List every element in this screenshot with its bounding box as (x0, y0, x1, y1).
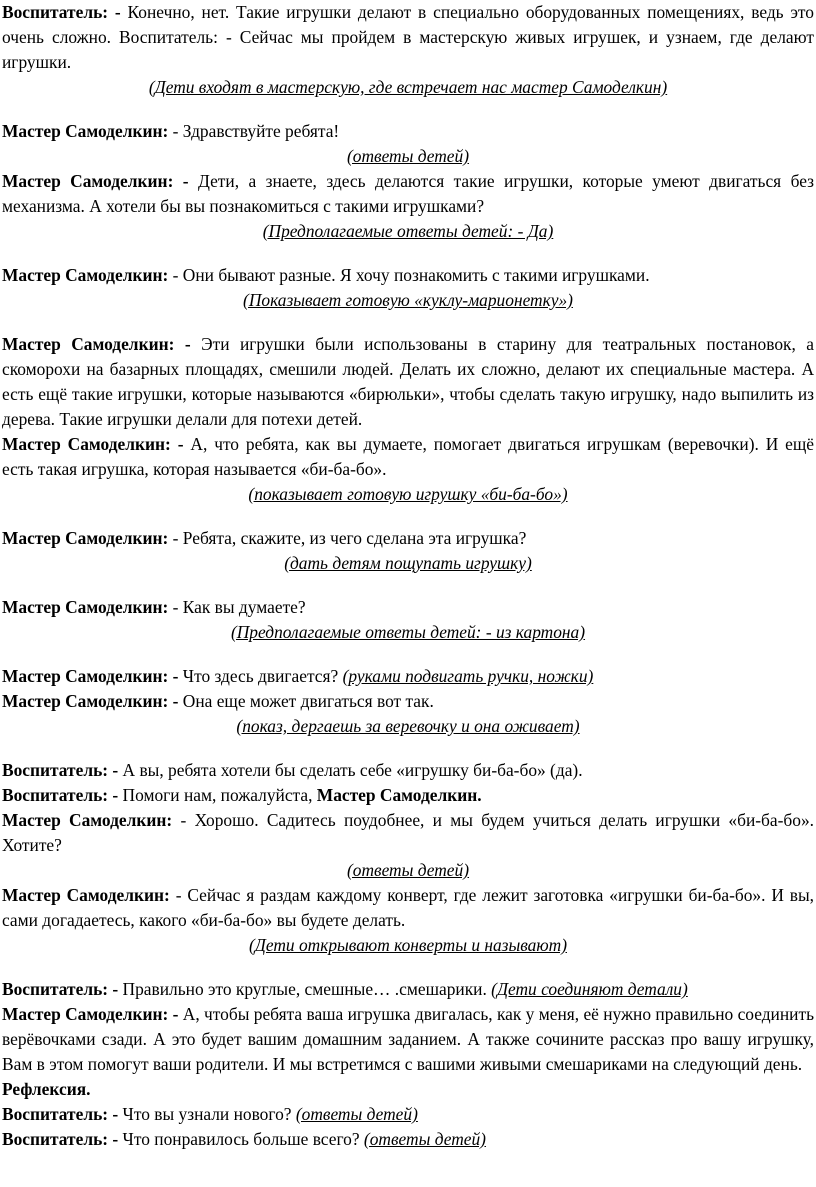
speaker-name: Мастер Самоделкин: - (2, 1004, 179, 1024)
speaker-name: Воспитатель: - (2, 760, 119, 780)
dialogue-line (2, 808, 814, 858)
inline-stage-direction: (ответы детей) (363, 1129, 486, 1149)
dialogue-text: А, чтобы ребята ваша игрушка двигалась, как у меня, её нужно правильно соединить верёвочками сзади. А это будет вашим домашним заданием. А также сочините рассказ про вашу игрушку, Вам в этом помогут ваши родители. И мы встретимся с вашими живыми смешариками на следующий день. (2, 1004, 815, 1074)
inline-stage-direction: (Дети соединяют детали) (491, 979, 688, 999)
stage-direction (2, 75, 814, 100)
dialogue-text: Что здесь двигается? (178, 666, 343, 686)
stage-direction-text: (показывает готовую игрушку «би-ба-бо») (248, 484, 568, 504)
speaker-name: Мастер Самоделкин: - (2, 434, 184, 454)
stage-direction (2, 482, 814, 507)
dialogue-text: Помоги нам, пожалуйста, (118, 785, 317, 805)
stage-direction-text: (ответы детей) (346, 146, 470, 166)
stage-direction (2, 858, 814, 883)
dialogue-line (2, 783, 814, 808)
speaker-name: Мастер Самоделкин: (2, 810, 173, 830)
stage-direction-text: (Дети входят в мастерскую, где встречает нас мастер Самоделкин) (148, 77, 668, 97)
speaker-name: Мастер Самоделкин: (2, 528, 169, 548)
dialogue-line (2, 664, 814, 689)
dialogue-line (2, 1077, 814, 1102)
dialogue-line (2, 758, 814, 783)
dialogue-text: Что понравилось больше всего? (118, 1129, 364, 1149)
paragraph-gap (2, 507, 814, 526)
dialogue-line (2, 595, 814, 620)
stage-direction-text: (Показывает готовую «куклу-марионетку») (243, 290, 573, 310)
dialogue-line (2, 332, 814, 432)
speaker-name: Мастер Самоделкин. (316, 785, 482, 805)
dialogue-text: Что вы узнали нового? (118, 1104, 296, 1124)
dialogue-text: - Ребята, скажите, из чего сделана эта игрушка? (168, 528, 527, 548)
dialogue-text: - Хорошо. Садитесь поудобнее, и мы будем учиться делать игрушки «би-ба-бо». Хотите? (2, 810, 814, 855)
speaker-name: Мастер Самоделкин: - (2, 666, 179, 686)
dialogue-text: Правильно это круглые, смешные… .смешарики. (118, 979, 492, 999)
dialogue-line (2, 432, 814, 482)
paragraph-gap (2, 313, 814, 332)
dialogue-line (2, 689, 814, 714)
speaker-name: Мастер Самоделкин: - (2, 171, 189, 191)
stage-direction (2, 551, 814, 576)
speaker-name: Воспитатель: - (2, 2, 121, 22)
stage-direction (2, 144, 814, 169)
dialogue-text: Дети, а знаете, здесь делаются такие игрушки, которые умеют двигаться без механизма. А хотели бы вы познакомиться с такими игрушками? (2, 171, 815, 216)
paragraph-gap (2, 739, 814, 758)
paragraph-gap (2, 576, 814, 595)
dialogue-line (2, 119, 814, 144)
paragraph-gap (2, 100, 814, 119)
paragraph-gap (2, 958, 814, 977)
speaker-name: Воспитатель: - (2, 1129, 119, 1149)
paragraph-gap (2, 244, 814, 263)
speaker-name: Мастер Самоделкин: (2, 597, 169, 617)
paragraph-gap (2, 645, 814, 664)
dialogue-text: Эти игрушки были использованы в старину для театральных постановок, а скоморохи на базарных площадях, смешили людей. Делать их сложно, делают их специальные мастера. А есть ещё такие игрушки, которые называются «бирюльки», чтобы сделать такую игрушку, надо выпилить из дерева. Такие игрушки делали для потехи детей. (2, 334, 814, 429)
inline-stage-direction: (ответы детей) (295, 1104, 418, 1124)
dialogue-text: - Они бывают разные. Я хочу познакомить с такими игрушками. (168, 265, 650, 285)
speaker-name: Мастер Самоделкин: (2, 885, 170, 905)
stage-direction-text: (ответы детей) (346, 860, 470, 880)
stage-direction (2, 288, 814, 313)
dialogue-line (2, 0, 814, 75)
dialogue-line (2, 263, 814, 288)
speaker-name: Мастер Самоделкин: - (2, 691, 179, 711)
speaker-name: Мастер Самоделкин: - (2, 334, 191, 354)
stage-direction-text: (Дети открывают конверты и называют) (249, 935, 567, 955)
speaker-name: Воспитатель: - (2, 1104, 119, 1124)
stage-direction-text: (показ, дергаешь за веревочку и она оживает) (236, 716, 580, 736)
stage-direction (2, 933, 814, 958)
dialogue-text: А вы, ребята хотели бы сделать себе «игрушку би-ба-бо» (да). (118, 760, 583, 780)
inline-stage-direction: (руками подвигать ручки, ножки) (342, 666, 594, 686)
stage-direction (2, 714, 814, 739)
dialogue-line (2, 526, 814, 551)
speaker-name: Мастер Самоделкин: (2, 121, 169, 141)
dialogue-text: А, что ребята, как вы думаете, помогает двигаться игрушкам (веревочки). И ещё есть такая игрушка, которая называется «би-ба-бо». (2, 434, 814, 479)
speaker-name: Рефлексия. (2, 1079, 91, 1099)
dialogue-line (2, 1127, 814, 1152)
stage-direction-text: (дать детям пощупать игрушку) (284, 553, 532, 573)
speaker-name: Воспитатель: - (2, 785, 119, 805)
dialogue-text: - Как вы думаете? (168, 597, 306, 617)
speaker-name: Воспитатель: - (2, 979, 119, 999)
dialogue-text: Она еще может двигаться вот так. (178, 691, 434, 711)
stage-direction (2, 620, 814, 645)
dialogue-line (2, 169, 814, 219)
dialogue-line (2, 977, 814, 1002)
dialogue-line (2, 1002, 814, 1077)
dialogue-line (2, 1102, 814, 1127)
dialogue-text: - Здравствуйте ребята! (168, 121, 340, 141)
speaker-name: Мастер Самоделкин: (2, 265, 169, 285)
dialogue-line (2, 883, 814, 933)
dialogue-text: Конечно, нет. Такие игрушки делают в специально оборудованных помещениях, ведь это очень сложно. Воспитатель: - Сейчас мы пройдем в мастерскую живых игрушек, и узнаем, где делают игрушки. (2, 2, 814, 72)
stage-direction-text: (Предполагаемые ответы детей: - Да) (262, 221, 554, 241)
dialogue-text: - Сейчас я раздам каждому конверт, где лежит заготовка «игрушки би-ба-бо». И вы, сами догадаетесь, какого «би-ба-бо» вы будете делать. (2, 885, 814, 930)
stage-direction-text: (Предполагаемые ответы детей: - из картона) (230, 622, 586, 642)
stage-direction (2, 219, 814, 244)
